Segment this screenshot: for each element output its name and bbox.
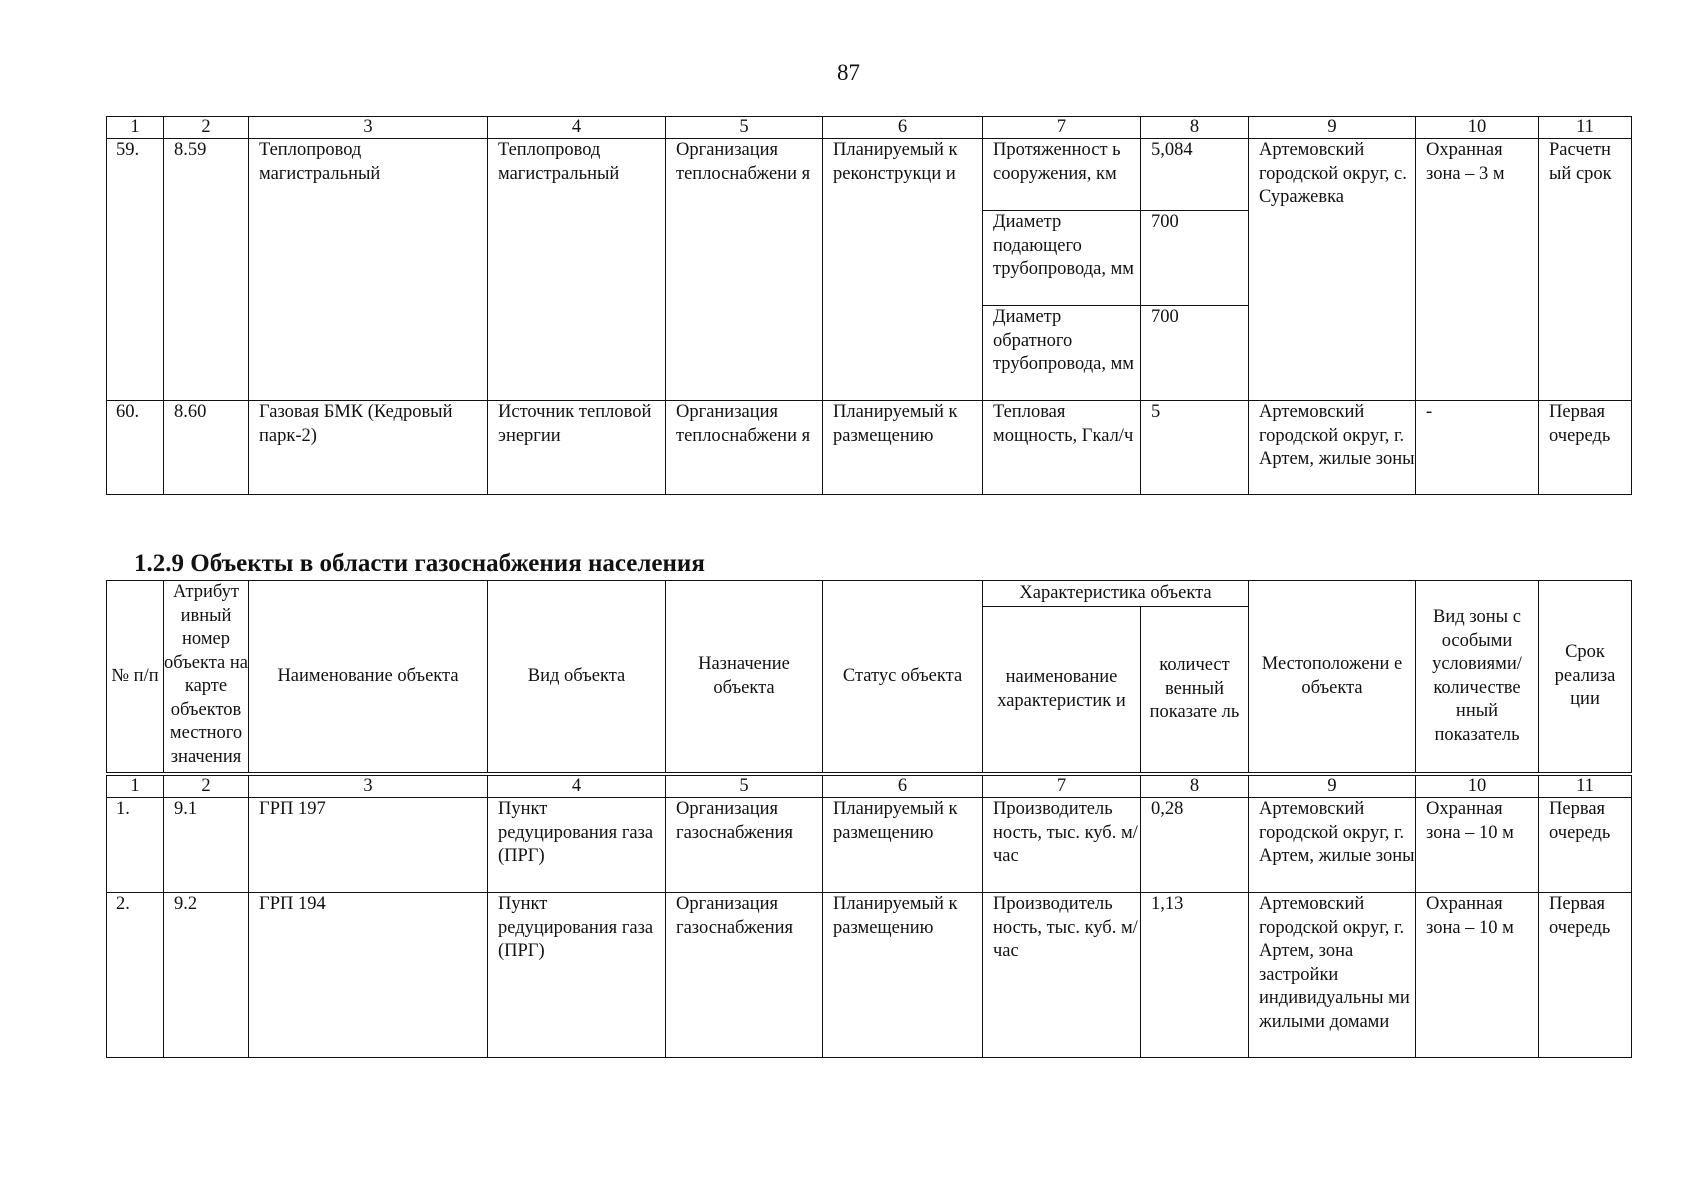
- col-number: 5: [666, 117, 823, 139]
- heat-objects-table: [106, 116, 1632, 495]
- col-number: 8: [1141, 117, 1249, 139]
- object-purpose: Организация теплоснабжени я: [666, 139, 823, 401]
- col-number: 11: [1539, 117, 1632, 139]
- object-purpose: Организация теплоснабжени я: [666, 401, 823, 495]
- special-zone: Охранная зона – 10 м: [1416, 798, 1539, 893]
- col-number: 4: [488, 776, 666, 798]
- col-number: 7: [983, 117, 1141, 139]
- header-purpose: Назначение объекта: [666, 581, 823, 773]
- gas-objects-table: [106, 775, 1632, 1058]
- header-attr: Атрибут ивный номер объекта на карте объектов местного значения: [164, 581, 249, 773]
- object-purpose: Организация газоснабжения: [666, 893, 823, 1058]
- object-purpose: Организация газоснабжения: [666, 798, 823, 893]
- special-zone: Охранная зона – 10 м: [1416, 893, 1539, 1058]
- header-char-group: Характеристика объекта: [983, 581, 1249, 607]
- object-name: ГРП 194: [249, 893, 488, 1058]
- header-char-name: наименование характеристик и: [983, 607, 1141, 773]
- attribute-number: 9.1: [164, 798, 249, 893]
- header-char-value: количест венный показате ль: [1141, 607, 1249, 773]
- characteristic-name: Диаметр обратного трубопровода, мм: [983, 306, 1141, 401]
- col-number: 5: [666, 776, 823, 798]
- characteristic-value: 700: [1141, 306, 1249, 401]
- object-type: Источник тепловой энергии: [488, 401, 666, 495]
- implementation-term: Расчетн ый срок: [1539, 139, 1632, 401]
- characteristic-value: 700: [1141, 211, 1249, 306]
- table-row: [107, 798, 1632, 893]
- object-location: Артемовский городской округ, г. Артем, жилые зоны: [1249, 401, 1416, 495]
- header-zone: Вид зоны с особыми условиями/ количестве нный показатель: [1416, 581, 1539, 773]
- column-number-row: [107, 776, 1632, 798]
- header-row: [107, 581, 1632, 607]
- attribute-number: 8.59: [164, 139, 249, 401]
- col-number: 6: [823, 776, 983, 798]
- object-type: Теплопровод магистральный: [488, 139, 666, 401]
- header-status: Статус объекта: [823, 581, 983, 773]
- header-num: № п/п: [107, 581, 164, 773]
- col-number: 2: [164, 117, 249, 139]
- col-number: 8: [1141, 776, 1249, 798]
- col-number: 3: [249, 776, 488, 798]
- page-number: 87: [837, 60, 860, 85]
- characteristic-name: Производитель ность, тыс. куб. м/час: [983, 798, 1141, 893]
- object-name: ГРП 197: [249, 798, 488, 893]
- characteristic-value: 0,28: [1141, 798, 1249, 893]
- row-number: 60.: [107, 401, 164, 495]
- object-type: Пункт редуцирования газа (ПРГ): [488, 798, 666, 893]
- object-status: Планируемый к размещению: [823, 798, 983, 893]
- header-name: Наименование объекта: [249, 581, 488, 773]
- col-number: 9: [1249, 776, 1416, 798]
- object-name: Газовая БМК (Кедровый парк-2): [249, 401, 488, 495]
- col-number: 11: [1539, 776, 1632, 798]
- object-location: Артемовский городской округ, с. Суражевка: [1249, 139, 1416, 401]
- col-number: 9: [1249, 117, 1416, 139]
- col-number: 4: [488, 117, 666, 139]
- col-number: 1: [107, 117, 164, 139]
- implementation-term: Первая очередь: [1539, 893, 1632, 1058]
- attribute-number: 8.60: [164, 401, 249, 495]
- col-number: 1: [107, 776, 164, 798]
- object-status: Планируемый к размещению: [823, 893, 983, 1058]
- characteristic-value: 5: [1141, 401, 1249, 495]
- col-number: 2: [164, 776, 249, 798]
- characteristic-value: 1,13: [1141, 893, 1249, 1058]
- characteristic-name: Протяженност ь сооружения, км: [983, 139, 1141, 211]
- object-type: Пункт редуцирования газа (ПРГ): [488, 893, 666, 1058]
- col-number: 3: [249, 117, 488, 139]
- implementation-term: Первая очередь: [1539, 401, 1632, 495]
- header-term: Срок реализа ции: [1539, 581, 1632, 773]
- row-number: 2.: [107, 893, 164, 1058]
- row-number: 1.: [107, 798, 164, 893]
- characteristic-name: Производитель ность, тыс. куб. м/час: [983, 893, 1141, 1058]
- column-number-row: [107, 117, 1632, 139]
- implementation-term: Первая очередь: [1539, 798, 1632, 893]
- special-zone: -: [1416, 401, 1539, 495]
- col-number: 7: [983, 776, 1141, 798]
- object-status: Планируемый к реконструкци и: [823, 139, 983, 401]
- characteristic-value: 5,084: [1141, 139, 1249, 211]
- header-location: Местоположени е объекта: [1249, 581, 1416, 773]
- object-status: Планируемый к размещению: [823, 401, 983, 495]
- table-row: [107, 401, 1632, 495]
- header-type: Вид объекта: [488, 581, 666, 773]
- attribute-number: 9.2: [164, 893, 249, 1058]
- special-zone: Охранная зона – 3 м: [1416, 139, 1539, 401]
- section-heading: 1.2.9 Объекты в области газоснабжения населения: [134, 550, 705, 577]
- object-location: Артемовский городской округ, г. Артем, зона застройки индивидуальны ми жилыми домами: [1249, 893, 1416, 1058]
- row-number: 59.: [107, 139, 164, 401]
- col-number: 10: [1416, 117, 1539, 139]
- col-number: 6: [823, 117, 983, 139]
- object-name: Теплопровод магистральный: [249, 139, 488, 401]
- object-location: Артемовский городской округ, г. Артем, жилые зоны: [1249, 798, 1416, 893]
- table-row: [107, 139, 1632, 211]
- col-number: 10: [1416, 776, 1539, 798]
- table-row: [107, 893, 1632, 1058]
- characteristic-name: Тепловая мощность, Гкал/ч: [983, 401, 1141, 495]
- gas-objects-header-table: [106, 580, 1632, 773]
- characteristic-name: Диаметр подающего трубопровода, мм: [983, 211, 1141, 306]
